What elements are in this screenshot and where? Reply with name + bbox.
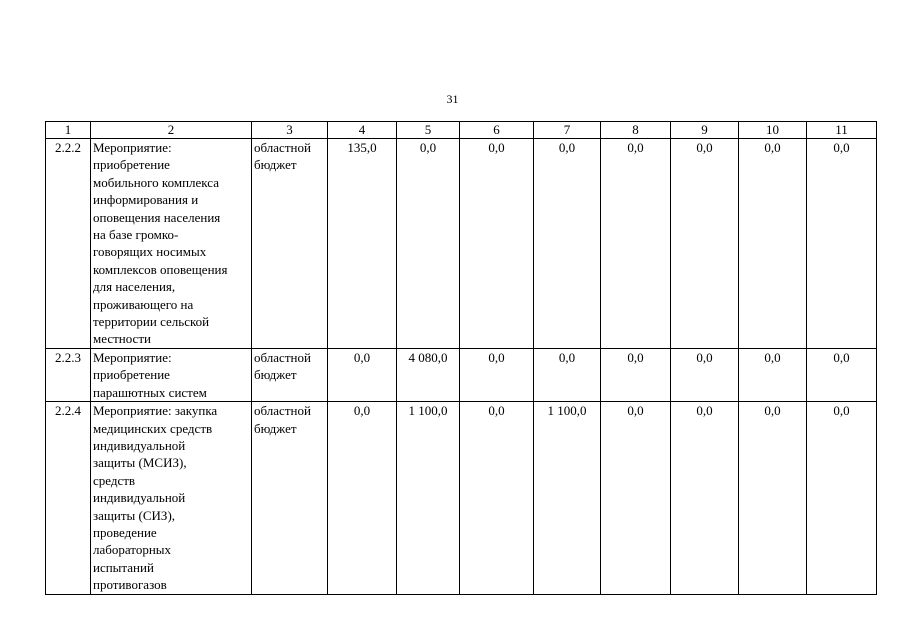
column-header: 4	[328, 122, 397, 139]
column-header: 5	[397, 122, 460, 139]
description-line: защиты (МСИЗ),	[93, 455, 187, 471]
value-cell: 0,0	[807, 402, 877, 594]
description-line: медицинских средств	[93, 420, 213, 436]
value-cell: 0,0	[534, 139, 601, 349]
description-line: индивидуальной	[93, 437, 186, 453]
value-cell: 0,0	[601, 348, 671, 401]
value-cell: 135,0	[328, 139, 397, 349]
value-cell: 0,0	[534, 348, 601, 401]
description-line: для населения,	[93, 279, 176, 295]
row-code: 2.2.2	[46, 139, 91, 349]
description-line: противогазов	[93, 577, 167, 593]
description-line: территории сельской	[93, 314, 210, 330]
measure-description	[91, 139, 252, 349]
column-header: 3	[252, 122, 328, 139]
value-cell: 0,0	[328, 402, 397, 594]
value-cell: 0,0	[807, 139, 877, 349]
column-header: 1	[46, 122, 91, 139]
funding-source-line: областной	[254, 349, 311, 365]
value-cell: 0,0	[671, 348, 739, 401]
description-line: Мероприятие:	[93, 349, 172, 365]
value-cell: 4 080,0	[397, 348, 460, 401]
value-cell: 0,0	[739, 139, 807, 349]
table-row	[46, 139, 877, 349]
value-cell: 0,0	[739, 348, 807, 401]
funding-source-line: областной	[254, 140, 311, 155]
column-header: 6	[460, 122, 534, 139]
column-header: 10	[739, 122, 807, 139]
funding-source-line: областной	[254, 403, 311, 419]
description-line: комплексов оповещения	[93, 261, 228, 277]
value-cell: 0,0	[460, 139, 534, 349]
column-header: 2	[91, 122, 252, 139]
value-cell: 1 100,0	[397, 402, 460, 594]
value-cell: 0,0	[671, 402, 739, 594]
description-line: мобильного комплекса	[93, 174, 219, 190]
table-header-row	[46, 122, 877, 139]
value-cell: 0,0	[397, 139, 460, 349]
description-line: говорящих носимых	[93, 244, 207, 260]
description-line: парашютных систем	[93, 384, 207, 400]
funding-source-line: бюджет	[254, 420, 297, 436]
value-cell: 0,0	[739, 402, 807, 594]
description-line: приобретение	[93, 367, 170, 383]
description-line: средств	[93, 472, 136, 488]
description-line: испытаний	[93, 559, 154, 575]
value-cell: 1 100,0	[534, 402, 601, 594]
budget-table	[45, 121, 877, 595]
value-cell: 0,0	[460, 348, 534, 401]
value-cell: 0,0	[328, 348, 397, 401]
column-header: 9	[671, 122, 739, 139]
page-number: 31	[446, 92, 459, 106]
description-line: защиты (СИЗ),	[93, 507, 176, 523]
description-line: Мероприятие:	[93, 140, 172, 155]
funding-source	[252, 402, 328, 594]
column-header: 11	[807, 122, 877, 139]
column-header: 8	[601, 122, 671, 139]
measure-description	[91, 348, 252, 401]
table-row	[46, 348, 877, 401]
description-line: оповещения населения	[93, 209, 221, 225]
description-line: проведение	[93, 524, 157, 540]
measure-description	[91, 402, 252, 594]
row-code: 2.2.4	[46, 402, 91, 594]
description-line: приобретение	[93, 157, 170, 173]
row-code: 2.2.3	[46, 348, 91, 401]
funding-source-line: бюджет	[254, 367, 297, 383]
value-cell: 0,0	[601, 402, 671, 594]
table-row	[46, 402, 877, 594]
description-line: лабораторных	[93, 542, 172, 558]
value-cell: 0,0	[671, 139, 739, 349]
description-line: индивидуальной	[93, 490, 186, 506]
description-line: информирования и	[93, 192, 199, 208]
value-cell: 0,0	[807, 348, 877, 401]
funding-source-line: бюджет	[254, 157, 297, 173]
description-line: проживающего на	[93, 296, 194, 312]
funding-source	[252, 348, 328, 401]
description-line: местности	[93, 331, 151, 347]
funding-source	[252, 139, 328, 349]
description-line: Мероприятие: закупка	[93, 403, 218, 419]
description-line: на базе громко-	[93, 227, 179, 243]
value-cell: 0,0	[460, 402, 534, 594]
value-cell: 0,0	[601, 139, 671, 349]
column-header: 7	[534, 122, 601, 139]
